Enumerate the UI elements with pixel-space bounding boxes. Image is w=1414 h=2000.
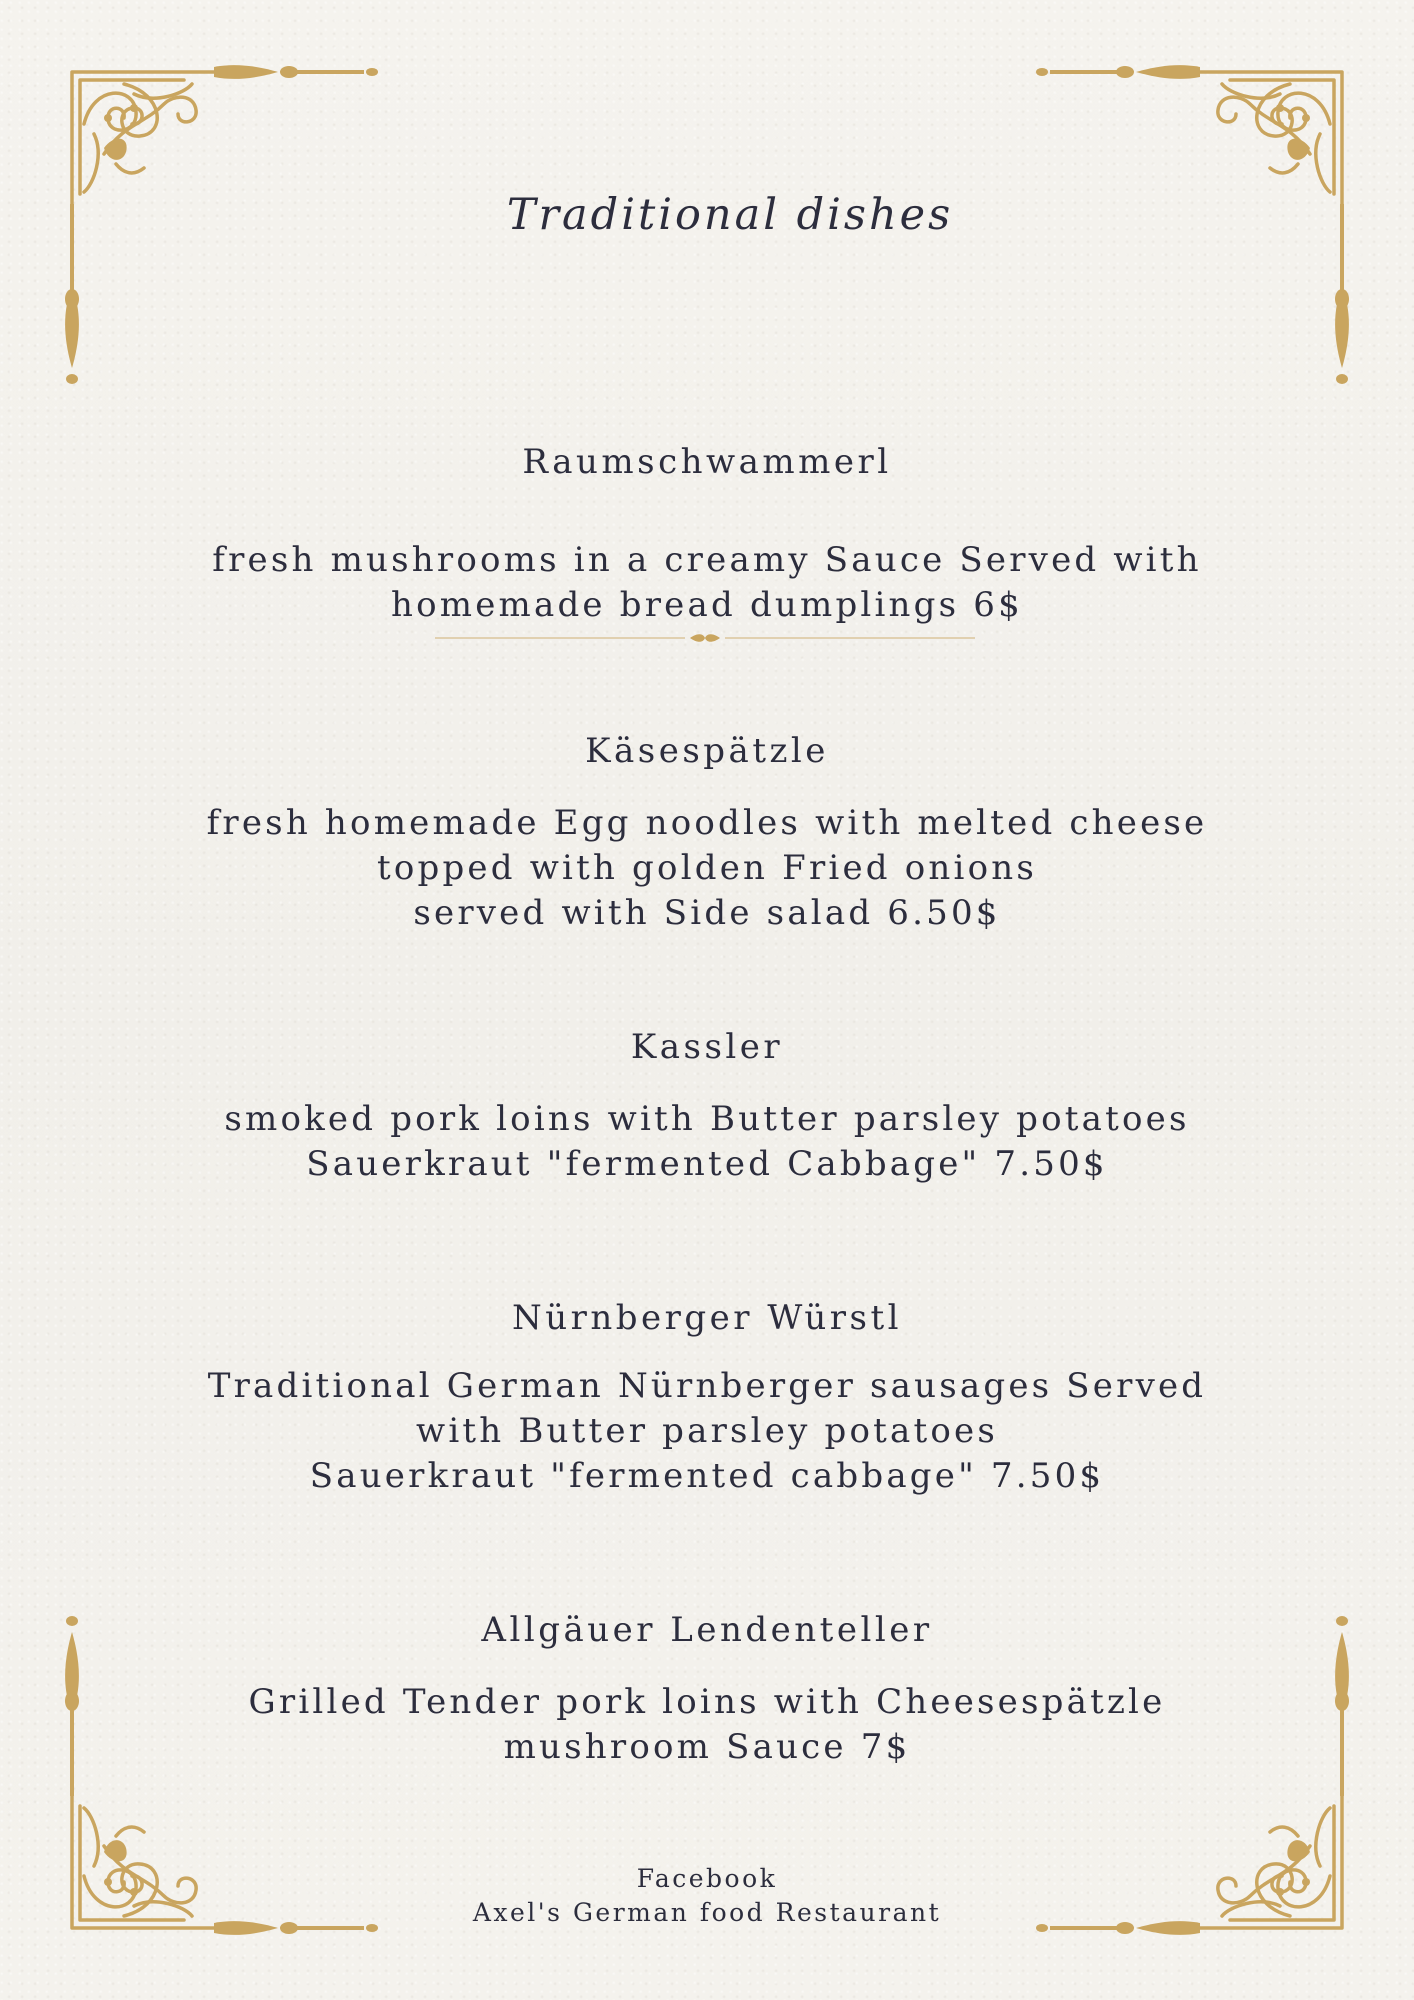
dish-description: smoked pork loins with Butter parsley potatoes Sauerkraut "fermented Cabbage" 7.50$ [224,1099,1190,1184]
footer-facebook-label: Facebook [636,1864,778,1893]
dish-kasespatzle [0,729,1414,936]
footer-restaurant-name: Axel's German food Restaurant [472,1898,942,1927]
footer [0,1862,1414,1930]
dish-name: Allgäuer Lendenteller [481,1610,933,1650]
dish-nurnberger-wurstl [0,1296,1414,1499]
dish-description: Grilled Tender pork loins with Cheesespätzle mushroom Sauce 7$ [248,1682,1166,1767]
dish-kassler [0,1025,1414,1187]
dish-name: Kassler [630,1027,784,1067]
dish-raumschwammerl [0,440,1414,628]
dish-description: Traditional German Nürnberger sausages Served with Butter parsley potatoes Sauerkraut "fermented cabbage" 7.50$ [207,1366,1207,1496]
dish-name: Nürnberger Würstl [511,1298,903,1338]
dish-description: fresh mushrooms in a creamy Sauce Served with homemade bread dumplings 6$ [212,540,1202,625]
dish-name: Raumschwammerl [522,442,892,482]
dish-name: Käsespätzle [585,731,829,771]
dish-description: fresh homemade Egg noodles with melted cheese topped with golden Fried onions served with Side salad 6.50$ [206,803,1208,933]
divider-flourish [435,633,975,643]
dish-allgauer-lendenteller [0,1608,1414,1770]
menu-title: Traditional dishes [506,190,954,240]
